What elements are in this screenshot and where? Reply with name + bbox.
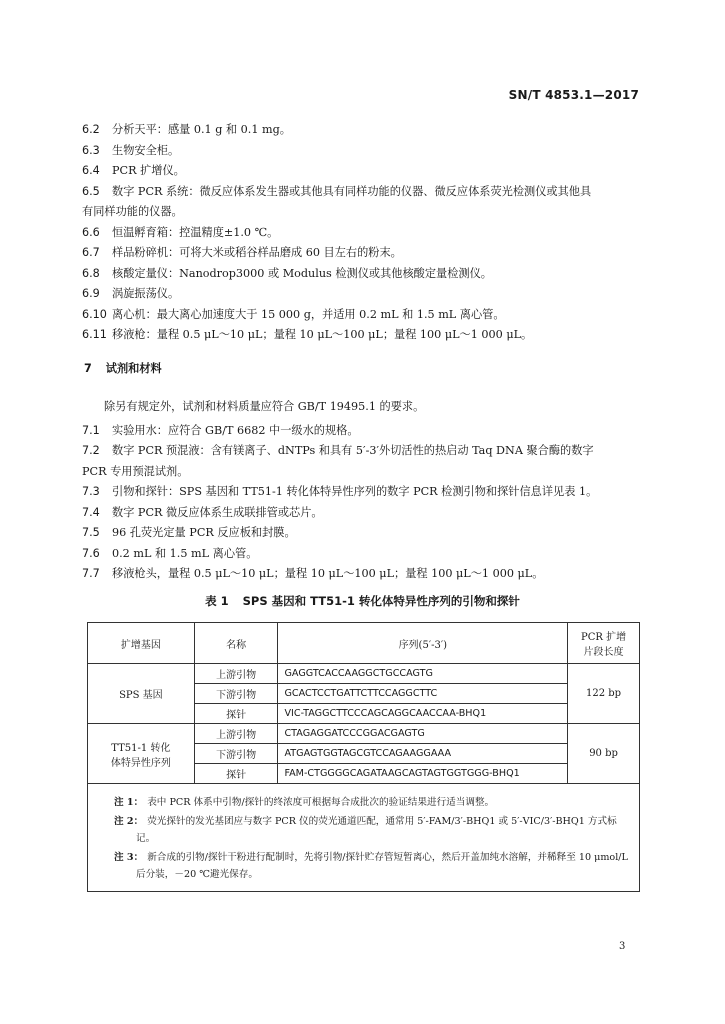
list-item <box>82 182 652 203</box>
name-cell: 探针 <box>194 704 278 724</box>
item-text: 数字 PCR 预混液：含有镁离子、dNTPs 和具有 5′-3′外切活性的热启动 Taq DNA 聚合酶的数字 <box>112 444 594 457</box>
item-text: 数字 PCR 微反应体系生成联排管或芯片。 <box>112 505 323 519</box>
table-notes-row <box>88 784 640 892</box>
list-item <box>82 482 652 503</box>
header-name: 名称 <box>194 623 278 664</box>
list-item <box>82 421 652 442</box>
table-note <box>114 849 629 883</box>
item-text: 离心机：最大离心加速度大于 15 000 g，并适用 0.2 mL 和 1.5 mL 离心管。 <box>112 307 505 321</box>
sequence-cell: ATGAGTGGTAGCGTCCAGAAGGAAA <box>278 744 568 764</box>
sequence-cell: CTAGAGGATCCCGGACGAGTG <box>278 724 568 744</box>
length-cell: 122 bp <box>568 664 640 724</box>
gene-line2: 体特异性序列 <box>110 757 171 769</box>
item-text: 实验用水：应符合 GB/T 6682 中一级水的规格。 <box>112 423 359 437</box>
list-item <box>82 161 652 182</box>
item-text: PCR 扩增仪。 <box>112 164 185 177</box>
item-text: 恒温孵育箱：控温精度±1.0 ℃。 <box>112 225 279 239</box>
item-number: 6.5 <box>82 184 100 198</box>
item-number: 6.8 <box>82 266 100 280</box>
item-number: 6.9 <box>82 287 100 300</box>
item-continuation: PCR 专用预混试剂。 <box>82 464 189 478</box>
page-number: 3 <box>619 941 626 952</box>
item-number: 7.5 <box>82 526 100 539</box>
item-number: 7.6 <box>82 546 100 560</box>
primer-probe-table <box>87 622 640 892</box>
table-notes <box>88 784 640 892</box>
list-item <box>82 544 652 565</box>
item-number: 6.7 <box>82 246 100 259</box>
list-item <box>82 564 652 585</box>
name-cell: 探针 <box>194 764 278 784</box>
item-text: 核酸定量仪：Nanodrop3000 或 Modulus 检测仪或其他核酸定量检测仪。 <box>112 266 492 280</box>
table-caption <box>0 593 725 609</box>
item-text: 分析天平：感量 0.1 g 和 0.1 mg。 <box>112 123 291 136</box>
section-title-text: 试剂和材料 <box>105 362 162 375</box>
list-item <box>82 305 652 326</box>
item-number: 7.2 <box>82 444 100 457</box>
item-number: 6.2 <box>82 123 100 136</box>
name-cell: 下游引物 <box>194 684 278 704</box>
table-note <box>114 794 629 811</box>
gene-cell <box>88 724 195 784</box>
note-text: 新合成的引物/探针干粉进行配制时，先将引物/探针贮存管短暂离心，然后开盖加纯水溶解，并稀释至 10 μmol/L 后分装，－20 ℃避光保存。 <box>136 852 628 880</box>
item-text: 生物安全柜。 <box>112 143 180 157</box>
item-text: 0.2 mL 和 1.5 mL 离心管。 <box>112 546 258 560</box>
list-item <box>82 264 652 285</box>
note-label: 注 2： <box>114 816 144 827</box>
list-item <box>82 523 652 544</box>
document-id-header: SN/T 4853.1—2017 <box>508 88 639 102</box>
item-number: 6.11 <box>82 328 107 341</box>
reagents-list <box>82 397 652 585</box>
table-row <box>88 724 640 744</box>
sequence-cell: FAM-CTGGGGCAGATAAGCAGTAGTGGTGGG-BHQ1 <box>278 764 568 784</box>
item-text: 移液枪：量程 0.5 μL～10 μL；量程 10 μL～100 μL；量程 100 μL～1 000 μL。 <box>112 328 533 341</box>
item-number: 7.7 <box>82 567 100 580</box>
item-text: 数字 PCR 系统：微反应体系发生器或其他具有同样功能的仪器、微反应体系荧光检测仪或其他具 <box>112 184 592 198</box>
table-note <box>114 813 629 847</box>
table-number: 表 1 <box>205 594 229 608</box>
item-text: 涡旋振荡仪。 <box>112 287 180 300</box>
section-heading <box>84 360 162 376</box>
item-text: 移液枪头，量程 0.5 μL～10 μL；量程 10 μL～100 μL；量程 100 μL～1 000 μL。 <box>112 567 544 580</box>
list-item <box>82 141 652 162</box>
name-cell: 上游引物 <box>194 664 278 684</box>
list-item <box>82 503 652 524</box>
list-item <box>82 284 652 305</box>
list-item <box>82 120 652 141</box>
note-label: 注 3： <box>114 852 144 863</box>
item-text: 引物和探针：SPS 基因和 TT51-1 转化体特异性序列的数字 PCR 检测引物和探针信息详见表 1。 <box>112 485 598 498</box>
item-number: 6.6 <box>82 225 100 239</box>
header-length-line1: PCR 扩增 <box>581 632 627 643</box>
item-number: 7.1 <box>82 423 100 437</box>
item-number: 6.10 <box>82 307 107 321</box>
header-length-line2: 片段长度 <box>583 647 624 658</box>
table-caption-text: SPS 基因和 TT51-1 转化体特异性序列的引物和探针 <box>242 594 520 608</box>
length-cell: 90 bp <box>568 724 640 784</box>
note-text: 表中 PCR 体系中引物/探针的终浓度可根据每合成批次的验证结果进行适当调整。 <box>147 797 495 808</box>
intro-paragraph: 除另有规定外，试剂和材料质量应符合 GB/T 19495.1 的要求。 <box>104 400 425 413</box>
header-length <box>568 623 640 664</box>
list-item <box>82 223 652 244</box>
list-item <box>82 441 652 462</box>
item-number: 6.3 <box>82 143 100 157</box>
gene-cell: SPS 基因 <box>88 664 195 724</box>
item-continuation: 有同样功能的仪器。 <box>82 205 183 218</box>
item-number: 7.4 <box>82 505 100 519</box>
item-number: 6.4 <box>82 164 100 177</box>
list-item <box>82 243 652 264</box>
header-gene: 扩增基因 <box>88 623 195 664</box>
table-row <box>88 664 640 684</box>
item-number: 7.3 <box>82 485 100 498</box>
header-sequence: 序列(5′-3′) <box>278 623 568 664</box>
name-cell: 下游引物 <box>194 744 278 764</box>
sequence-cell: GAGGTCACCAAGGCTGCCAGTG <box>278 664 568 684</box>
table-header-row <box>88 623 640 664</box>
sequence-cell: VIC-TAGGCTTCCCAGCAGGCAACCAA-BHQ1 <box>278 704 568 724</box>
gene-line1: TT51-1 转化 <box>111 742 171 754</box>
item-text: 样品粉碎机：可将大米或稻谷样品磨成 60 目左右的粉末。 <box>112 246 402 259</box>
note-label: 注 1： <box>114 797 144 808</box>
equipment-list <box>82 120 652 346</box>
note-text: 荧光探针的发光基团应与数字 PCR 仪的荧光通道匹配，通常用 5′-FAM/3′-BHQ1 或 5′-VIC/3′-BHQ1 方式标记。 <box>136 816 617 844</box>
list-item <box>82 325 652 346</box>
name-cell: 上游引物 <box>194 724 278 744</box>
sequence-cell: GCACTCCTGATTCTTCCAGGCTTC <box>278 684 568 704</box>
section-number: 7 <box>84 362 92 375</box>
item-text: 96 孔荧光定量 PCR 反应板和封膜。 <box>112 526 296 539</box>
